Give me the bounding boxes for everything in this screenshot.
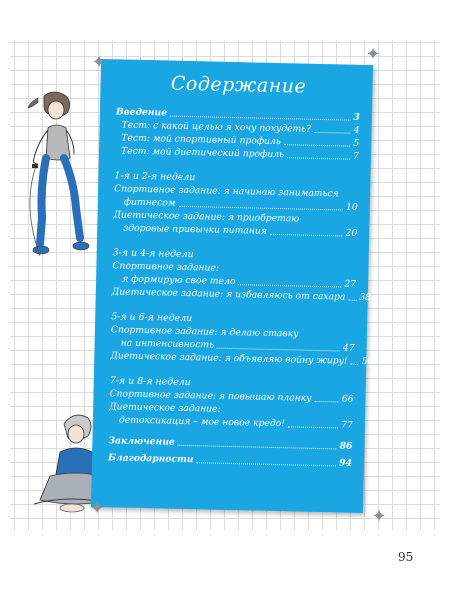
dot-leader [287, 157, 350, 159]
dot-leader [217, 348, 340, 352]
toc-entry[interactable]: Диетическое задание: я объявляю войну жиру! 56 [110, 350, 374, 368]
toc-entry[interactable]: Заключение 86 [108, 435, 353, 452]
toc-entry[interactable]: Тест: с какой целью я хочу похудеть? 4 [121, 119, 360, 136]
jump-rope-woman-illustration [14, 86, 100, 266]
page-margin-right [440, 0, 450, 600]
toc-entry-line[interactable]: Спортивное задание: я делаю ставку [110, 324, 299, 340]
star-icon: ✦ [365, 44, 381, 65]
page-margin-left [0, 0, 10, 600]
star-icon: ✦ [91, 52, 107, 73]
toc-entry[interactable]: Тест: мой диетический профиль 7 [120, 145, 360, 162]
toc-entry[interactable]: здоровые привычки питания 20 [123, 222, 358, 239]
section-heading: 7-я и 8-я недели [109, 375, 191, 389]
page-margin-bottom [0, 530, 450, 600]
dot-leader [314, 132, 351, 134]
toc-entry[interactable]: Диетическое задание: я избавляюсь от сахара 38 [111, 286, 372, 304]
toc-entry[interactable]: Благодарности 94 [107, 452, 353, 469]
toc-entry[interactable]: детоксикация – мое новое кредо! 77 [118, 414, 353, 431]
section-heading: 1-я и 2-я недели [114, 170, 196, 184]
star-icon: ✦ [89, 498, 105, 519]
toc-title: Содержание [170, 72, 307, 98]
page-margin-top [0, 0, 450, 40]
dot-leader [288, 426, 338, 428]
section-heading: 5-я и 6-я недели [111, 311, 193, 325]
toc-entry[interactable]: я формирую свое тело 27 [122, 273, 357, 290]
toc-entry[interactable]: Спортивное задание: я повышаю планку 66 [109, 388, 354, 405]
dot-leader [178, 445, 337, 450]
dot-leader [238, 284, 341, 287]
toc-entry-line[interactable]: Спортивное задание: [112, 260, 220, 274]
toc-entry[interactable]: фитнесом 10 [123, 196, 358, 213]
dot-leader [178, 206, 343, 211]
dot-leader [351, 364, 359, 365]
dot-leader [314, 401, 338, 403]
dot-leader [196, 462, 336, 466]
toc-entry-line[interactable]: Диетическое задание: [109, 401, 221, 415]
table-of-contents-card [91, 59, 373, 513]
page-number: 95 [398, 550, 414, 564]
dot-leader [270, 234, 343, 237]
toc-entry-line[interactable]: Диетическое задание: я приобретаю [113, 209, 300, 225]
dot-leader [284, 144, 351, 147]
section-heading: 3-я и 4-я недели [112, 247, 194, 261]
toc-entry-line[interactable]: Спортивное задание: я начинаю заниматься [114, 183, 339, 200]
dot-leader [348, 300, 356, 301]
toc-entry[interactable]: на интенсивность 47 [120, 337, 355, 354]
toc-entry[interactable]: Введение 3 [115, 106, 360, 123]
star-icon: ✦ [371, 506, 387, 527]
toc-entry[interactable]: Тест: мой спортивный профиль 5 [121, 132, 360, 149]
